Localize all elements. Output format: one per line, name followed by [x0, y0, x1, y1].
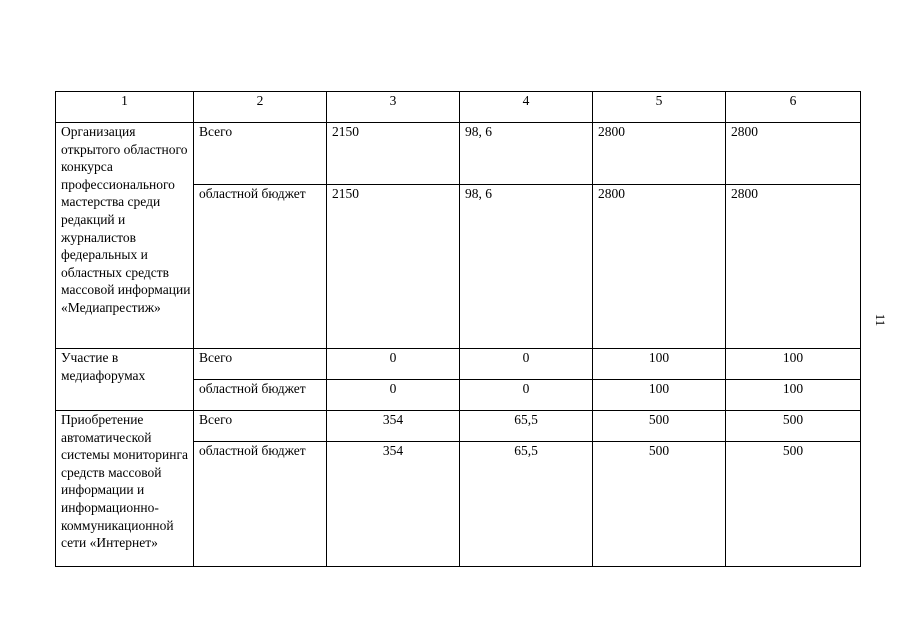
funding-source-cell: Всего — [194, 349, 327, 380]
value-cell: 100 — [726, 380, 861, 411]
value-cell: 0 — [327, 349, 460, 380]
activity-name-cell: Организация открытого областного конкурса профессионального мастерства среди редакций и журналистов федеральных и областных средств массовой информации «Медиапрестиж» — [56, 123, 194, 349]
table-row — [56, 123, 861, 185]
page-number: 11 — [873, 313, 888, 327]
header-cell: 5 — [593, 92, 726, 123]
header-cell: 2 — [194, 92, 327, 123]
table-header-row — [56, 92, 861, 123]
header-cell: 3 — [327, 92, 460, 123]
value-cell: 500 — [726, 442, 861, 567]
table-row — [56, 411, 861, 442]
value-cell: 65,5 — [460, 442, 593, 567]
value-cell: 65,5 — [460, 411, 593, 442]
value-cell: 0 — [460, 349, 593, 380]
table-row — [56, 349, 861, 380]
value-cell: 2150 — [327, 123, 460, 185]
value-cell: 2800 — [726, 185, 861, 349]
value-cell: 2800 — [593, 185, 726, 349]
funding-source-cell: областной бюджет — [194, 380, 327, 411]
funding-source-cell: Всего — [194, 411, 327, 442]
header-cell: 4 — [460, 92, 593, 123]
value-cell: 0 — [460, 380, 593, 411]
value-cell: 100 — [726, 349, 861, 380]
header-cell: 1 — [56, 92, 194, 123]
funding-source-cell: областной бюджет — [194, 185, 327, 349]
value-cell: 0 — [327, 380, 460, 411]
funding-source-cell: Всего — [194, 123, 327, 185]
budget-table — [55, 91, 861, 567]
value-cell: 2150 — [327, 185, 460, 349]
value-cell: 2800 — [726, 123, 861, 185]
value-cell: 100 — [593, 380, 726, 411]
value-cell: 500 — [726, 411, 861, 442]
activity-name-cell: Участие в медиафорумах — [56, 349, 194, 411]
value-cell: 500 — [593, 411, 726, 442]
header-cell: 6 — [726, 92, 861, 123]
funding-source-cell: областной бюджет — [194, 442, 327, 567]
value-cell: 98, 6 — [460, 123, 593, 185]
value-cell: 500 — [593, 442, 726, 567]
value-cell: 100 — [593, 349, 726, 380]
value-cell: 354 — [327, 442, 460, 567]
value-cell: 354 — [327, 411, 460, 442]
value-cell: 2800 — [593, 123, 726, 185]
value-cell: 98, 6 — [460, 185, 593, 349]
activity-name-cell: Приобретение автоматической системы мониторинга средств массовой информации и информационно-коммуникационной сети «Интернет» — [56, 411, 194, 567]
